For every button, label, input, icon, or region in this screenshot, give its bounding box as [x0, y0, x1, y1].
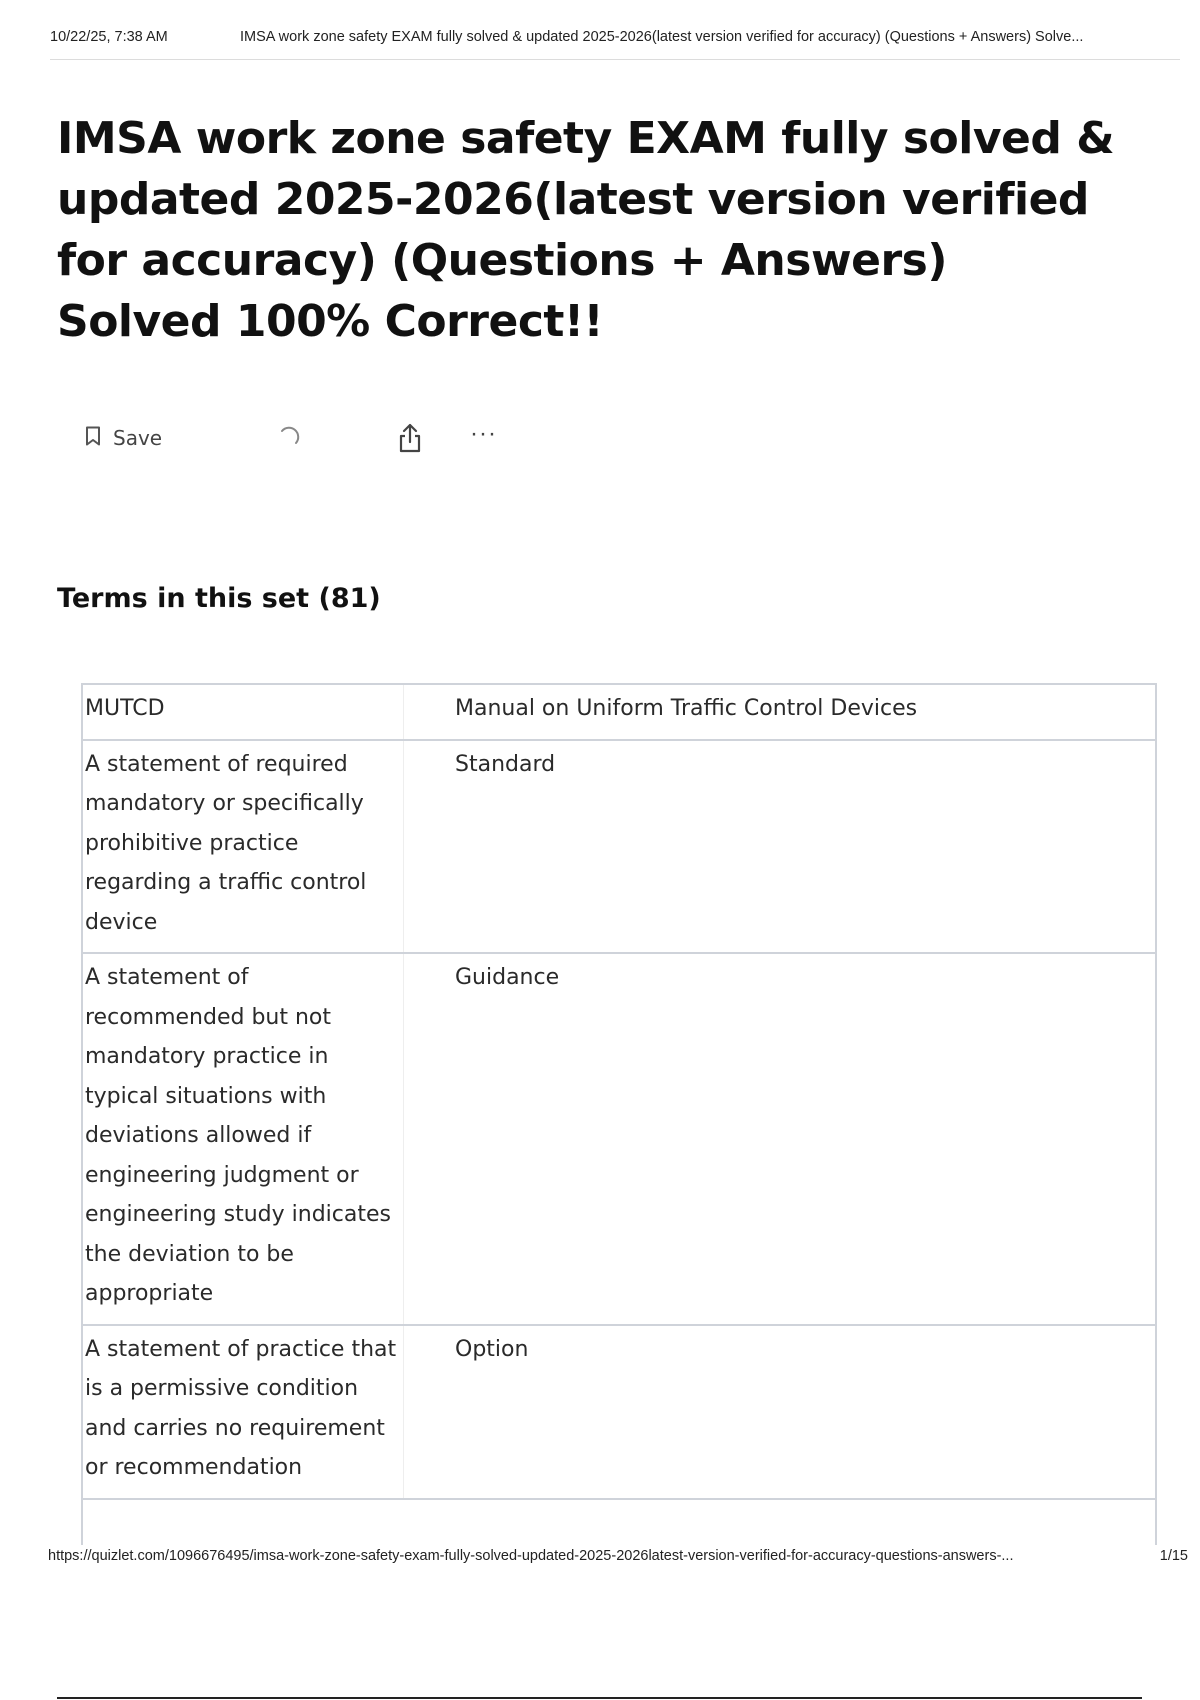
action-bar — [0, 420, 600, 460]
table-row — [83, 685, 1155, 741]
definition-cell: Standard — [455, 751, 556, 777]
table-row — [83, 954, 1155, 1326]
save-button[interactable] — [85, 420, 162, 456]
bottom-divider — [57, 1697, 1142, 1699]
definition-cell: Option — [455, 1336, 529, 1362]
more-dots-icon: ··· — [470, 420, 497, 447]
term-cell: A statement of practice that is a permissive condition and carries no requirement or recommendation — [83, 1326, 404, 1498]
spinner-icon — [276, 426, 302, 457]
term-cell: MUTCD — [83, 685, 404, 739]
save-button-label: Save — [113, 426, 163, 450]
share-icon — [396, 422, 424, 454]
more-options-button[interactable] — [470, 420, 497, 448]
definition-cell: Guidance — [455, 965, 560, 990]
print-date: 10/22/25, 7:38 AM — [50, 29, 168, 45]
definition-cell: Manual on Uniform Traffic Control Devices — [455, 696, 918, 721]
term-cell: A statement of required mandatory or specifically prohibitive practice regarding a traffic control device — [83, 741, 404, 953]
terms-table — [81, 683, 1157, 1545]
table-row — [83, 741, 1155, 955]
term-cell: A statement of recommended but not mandatory practice in typical situations with deviations allowed if engineering judgment or engineering study indicates the deviation to be appropriate — [83, 954, 404, 1324]
print-document-title: IMSA work zone safety EXAM fully solved & updated 2025-2026(latest version verified for accuracy) (Questions + Answers) Solve... — [240, 29, 1084, 45]
print-url: https://quizlet.com/1096676495/imsa-work-zone-safety-exam-fully-solved-updated-2025-2026latest-version-verified-for-accuracy-questions-answers-... — [48, 1548, 1014, 1564]
page-number: 1/15 — [1159, 1548, 1188, 1564]
page-title: IMSA work zone safety EXAM fully solved & updated 2025-2026(latest version verified for accuracy) (Questions + Answers) Solved 100% Correct!! — [57, 113, 1115, 347]
table-row — [83, 1326, 1155, 1500]
terms-heading: Terms in this set (81) — [57, 583, 381, 614]
bookmark-icon — [85, 426, 101, 451]
share-button[interactable] — [396, 422, 424, 459]
print-header — [50, 29, 1180, 60]
